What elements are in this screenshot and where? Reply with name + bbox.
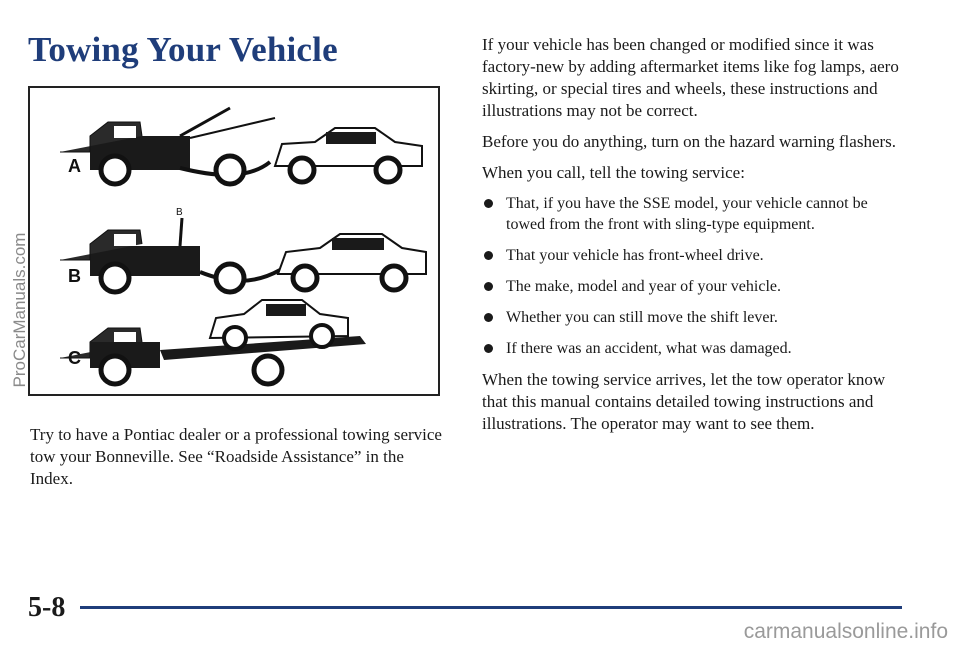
page-number: 5-8 bbox=[28, 592, 66, 623]
bullet-icon bbox=[484, 251, 493, 260]
tow-scene-c bbox=[60, 300, 366, 384]
bullet-icon bbox=[484, 313, 493, 322]
list-item: That, if you have the SSE model, your vehicle cannot be towed from the front with sling-type equipment. bbox=[482, 193, 902, 235]
label-a: A bbox=[68, 156, 81, 176]
label-b-small: B bbox=[176, 207, 183, 218]
truck-a-wheel-rear bbox=[216, 156, 244, 184]
truck-c-wheel-front bbox=[101, 356, 129, 384]
car-c-wheel-rear bbox=[311, 325, 333, 347]
list-item: The make, model and year of your vehicle. bbox=[482, 276, 902, 297]
car-c-wheel-front bbox=[224, 327, 246, 349]
watermark-carmanualsonline: carmanualsonline.info bbox=[743, 620, 948, 643]
truck-a-wheel-front bbox=[101, 156, 129, 184]
car-c-windows bbox=[266, 304, 306, 316]
car-a-wheel-rear bbox=[376, 158, 400, 182]
towing-illustration bbox=[28, 86, 440, 396]
dealer-tow-paragraph: Try to have a Pontiac dealer or a professional towing service tow your Bonneville. See “Roadside Assistance” in the Index. bbox=[30, 425, 442, 488]
tow-scene-a bbox=[60, 108, 422, 184]
truck-b-wheel-rear bbox=[216, 264, 244, 292]
modification-warning-paragraph: If your vehicle has been changed or modified since it was factory-new by adding aftermarket items like fog lamps, aero skirting, or special tires and wheels, these instructions and illustrations may not be correct. bbox=[482, 35, 899, 120]
truck-a-boom-cable bbox=[190, 118, 275, 138]
car-a-windows bbox=[326, 132, 376, 144]
right-column bbox=[482, 34, 902, 444]
towing-methods-drawing bbox=[30, 88, 438, 394]
label-b: B bbox=[68, 266, 81, 286]
car-a-wheel-front bbox=[290, 158, 314, 182]
list-item: That your vehicle has front-wheel drive. bbox=[482, 245, 902, 266]
bullet-icon bbox=[484, 344, 493, 353]
truck-b-window bbox=[114, 234, 136, 246]
truck-c-wheel-rear bbox=[254, 356, 282, 384]
car-b-wheel-rear bbox=[382, 266, 406, 290]
truck-a-window bbox=[114, 126, 136, 138]
footer-rule bbox=[80, 606, 902, 609]
car-b-windows bbox=[332, 238, 384, 250]
tow-scene-b bbox=[60, 207, 426, 292]
truck-b-mast bbox=[180, 218, 182, 246]
list-item: If there was an accident, what was damaged. bbox=[482, 338, 902, 359]
label-c: C bbox=[68, 348, 81, 368]
car-b-wheel-front bbox=[293, 266, 317, 290]
call-instructions-paragraph: When you call, tell the towing service: bbox=[482, 163, 745, 182]
list-item: Whether you can still move the shift lever. bbox=[482, 307, 902, 328]
towing-service-info-list bbox=[482, 193, 902, 359]
operator-paragraph: When the towing service arrives, let the tow operator know that this manual contains detailed towing instructions and illustrations. The operator may want to see them. bbox=[482, 370, 886, 433]
hazard-flashers-paragraph: Before you do anything, turn on the hazard warning flashers. bbox=[482, 132, 897, 151]
truck-b-wheel-front bbox=[101, 264, 129, 292]
watermark-procarmanuals: ProCarManuals.com bbox=[10, 232, 29, 388]
page-title: Towing Your Vehicle bbox=[28, 30, 338, 69]
truck-a-boom bbox=[180, 108, 230, 136]
bullet-icon bbox=[484, 199, 493, 208]
bullet-icon bbox=[484, 282, 493, 291]
